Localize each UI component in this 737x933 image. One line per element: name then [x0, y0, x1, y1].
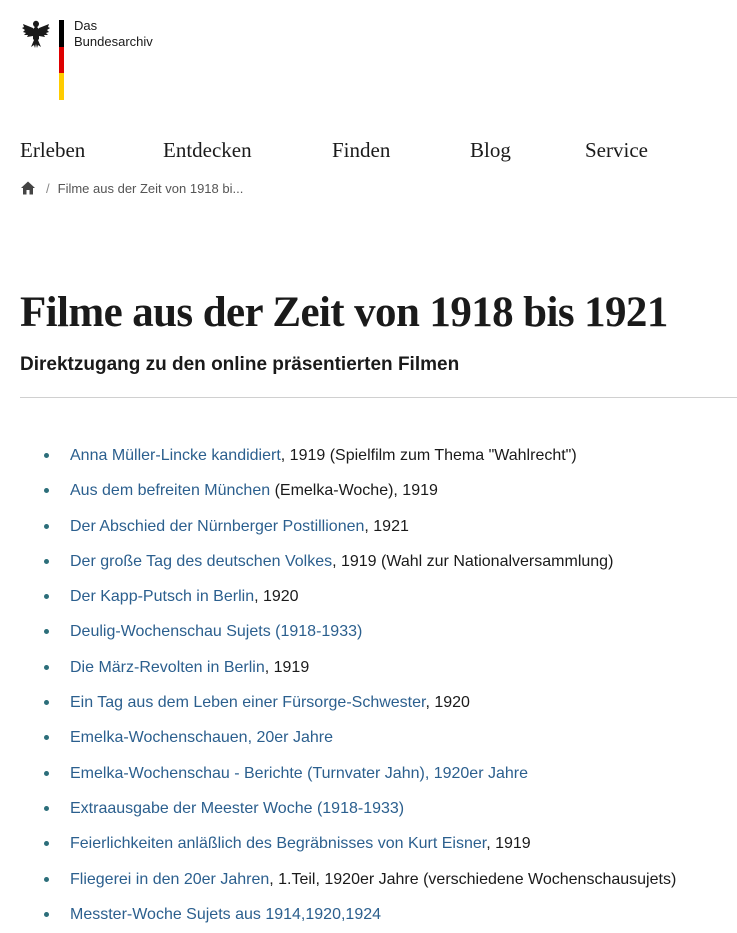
- film-meta: , 1921: [364, 517, 409, 535]
- bullet-icon: [44, 841, 49, 846]
- logo-wordmark: [74, 18, 153, 50]
- breadcrumb-separator: /: [46, 180, 50, 196]
- bundesarchiv-logo[interactable]: [20, 16, 180, 102]
- film-meta: , 1919 (Spielfilm zum Thema "Wahlrecht"): [280, 447, 577, 464]
- bullet-icon: [44, 594, 49, 599]
- list-item: [44, 826, 734, 861]
- film-meta: , 1919: [486, 835, 531, 853]
- film-link[interactable]: Deulig-Wochenschau Sujets (1918-1933): [70, 623, 363, 641]
- page-title: Filme aus der Zeit von 1918 bis 1921: [20, 289, 668, 336]
- bullet-icon: [44, 877, 49, 882]
- film-link[interactable]: Aus dem befreiten München: [70, 482, 271, 500]
- list-item: [44, 438, 734, 473]
- list-item: [44, 756, 734, 791]
- film-link[interactable]: Der Abschied der Nürnberger Postillionen: [70, 517, 365, 535]
- bullet-icon: [44, 453, 49, 458]
- bullet-icon: [44, 735, 49, 740]
- list-item: [44, 720, 734, 755]
- list-item: [44, 685, 734, 720]
- nav-item-blog[interactable]: Blog: [470, 138, 511, 162]
- list-item: [44, 862, 734, 897]
- film-meta: , 1919 (Wahl zur Nationalversammlung): [332, 552, 614, 570]
- bullet-icon: [44, 771, 49, 776]
- federal-eagle-icon: [20, 18, 52, 50]
- main-navigation: [20, 138, 720, 166]
- film-link[interactable]: Messter-Woche Sujets aus 1914,1920,1924: [70, 905, 382, 923]
- divider: [20, 397, 737, 398]
- film-meta: , 1919: [264, 658, 310, 676]
- film-list: [44, 438, 734, 932]
- list-item: [44, 614, 734, 649]
- film-link[interactable]: Emelka-Wochenschau - Berichte (Turnvater Jahn), 1920er Jahre: [70, 764, 528, 782]
- film-link[interactable]: Ein Tag aus dem Leben einer Fürsorge-Schwester: [70, 694, 426, 712]
- bullet-icon: [44, 665, 49, 670]
- nav-item-service[interactable]: Service: [585, 138, 648, 162]
- list-item: [44, 544, 734, 579]
- flag-bar: [59, 20, 64, 100]
- breadcrumb-current: Filme aus der Zeit von 1918 bi...: [57, 180, 244, 196]
- bullet-icon: [44, 524, 49, 529]
- logo-line-2: Bundesarchiv: [74, 34, 153, 49]
- list-item: [44, 473, 734, 508]
- bullet-icon: [44, 806, 49, 811]
- bullet-icon: [44, 912, 49, 917]
- list-item: [44, 509, 734, 544]
- breadcrumb: [20, 178, 243, 198]
- list-item: [44, 650, 734, 685]
- nav-item-erleben[interactable]: Erleben: [20, 138, 86, 162]
- nav-item-entdecken[interactable]: Entdecken: [163, 138, 252, 162]
- film-link[interactable]: Anna Müller-Lincke kandidiert: [70, 447, 281, 464]
- film-link[interactable]: Fliegerei in den 20er Jahren: [70, 870, 270, 888]
- film-link[interactable]: Die März-Revolten in Berlin: [70, 658, 265, 676]
- nav-item-finden[interactable]: Finden: [332, 138, 391, 162]
- bullet-icon: [44, 629, 49, 634]
- film-link[interactable]: Der große Tag des deutschen Volkes: [70, 552, 333, 570]
- list-item: [44, 579, 734, 614]
- film-link[interactable]: Feierlichkeiten anläßlich des Begräbnisses von Kurt Eisner: [70, 835, 487, 853]
- film-meta: , 1.Teil, 1920er Jahre (verschiedene Wochenschausujets): [269, 870, 677, 888]
- film-link[interactable]: Der Kapp-Putsch in Berlin: [70, 588, 255, 606]
- film-meta: , 1920: [425, 694, 470, 712]
- bullet-icon: [44, 488, 49, 493]
- list-item: [44, 791, 734, 826]
- film-link[interactable]: Emelka-Wochenschauen, 20er Jahre: [70, 729, 333, 747]
- bullet-icon: [44, 700, 49, 705]
- list-item: [44, 897, 734, 932]
- logo-line-1: Das: [74, 18, 98, 33]
- bullet-icon: [44, 559, 49, 564]
- page-subtitle: Direktzugang zu den online präsentierten Filmen: [20, 354, 460, 375]
- film-meta: , 1920: [254, 588, 299, 606]
- home-icon[interactable]: [20, 180, 36, 196]
- film-meta: (Emelka-Woche), 1919: [270, 482, 438, 500]
- film-link[interactable]: Extraausgabe der Meester Woche (1918-1933): [70, 799, 405, 817]
